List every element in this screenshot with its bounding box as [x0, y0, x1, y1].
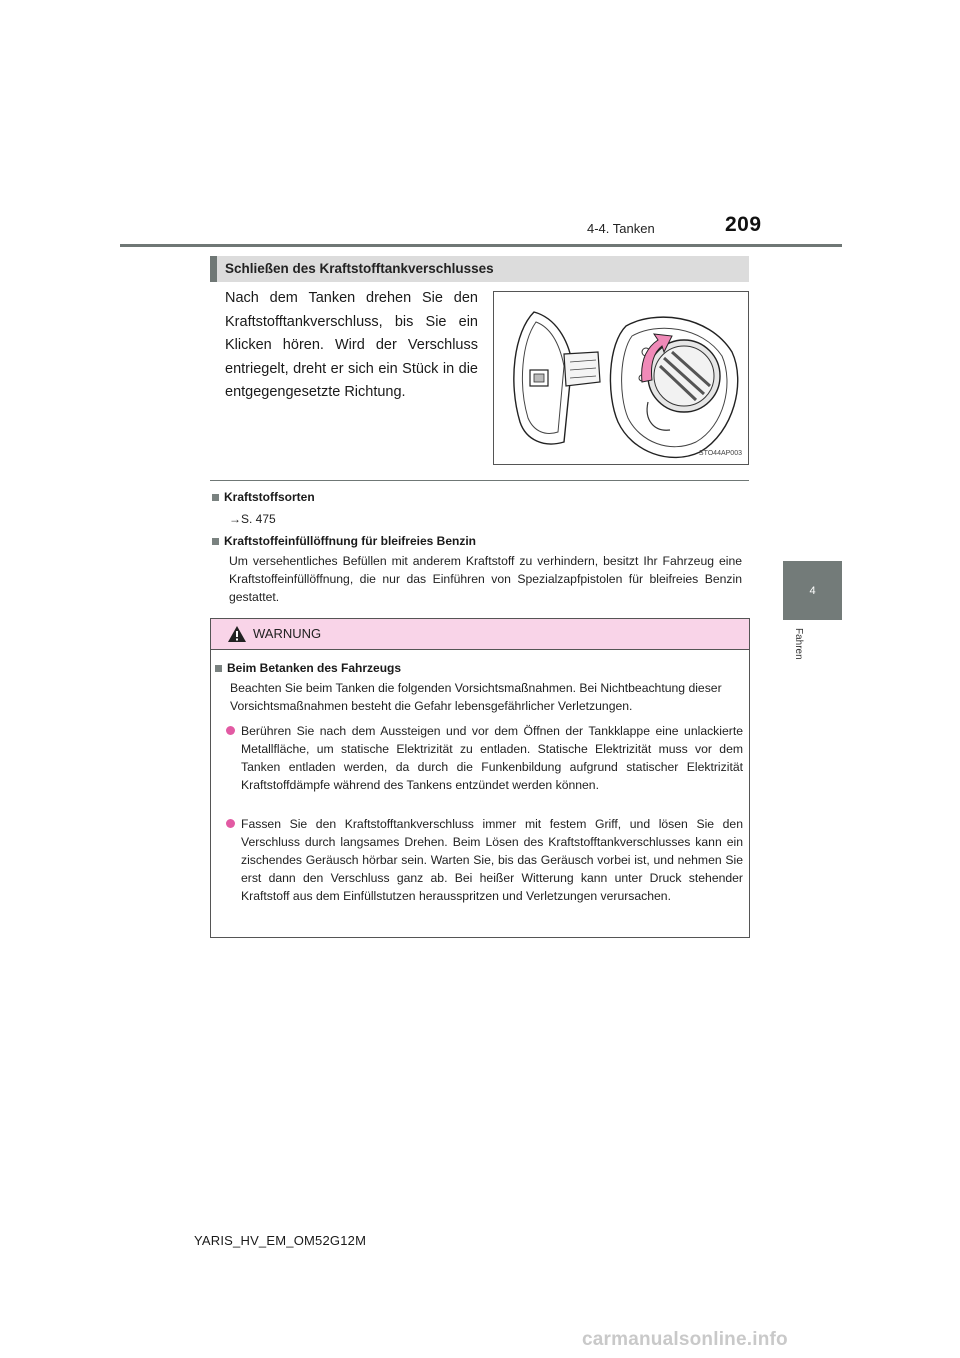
note-title-text: Kraftstoffeinfüllöffnung für bleifreies Benzin: [224, 534, 476, 548]
page-number: 209: [725, 213, 762, 236]
section-heading: Schließen des Kraftstofftankverschlusses: [210, 256, 749, 282]
chapter-number: 4: [809, 584, 816, 597]
page-reference-link[interactable]: →S. 475: [229, 512, 276, 526]
bullet-dot-icon: [226, 726, 235, 735]
warning-title: WARNUNG: [253, 626, 322, 641]
warning-subtitle-text: Beim Betanken des Fahrzeugs: [227, 661, 402, 675]
square-bullet-icon: [212, 538, 219, 545]
section-divider: [210, 480, 749, 481]
figure-code: STO44AP003: [698, 450, 742, 457]
warning-bullet: [226, 722, 743, 794]
square-bullet-icon: [212, 494, 219, 501]
section-label: 4-4. Tanken: [587, 221, 655, 236]
chapter-name: Fahren: [793, 628, 804, 660]
fuel-cap-illustration: [494, 292, 748, 464]
chapter-tab: [783, 561, 842, 620]
intro-paragraph: Nach dem Tanken drehen Sie den Kraftstofftankverschluss, bis Sie ein Klicken hören. Wird der Verschluss entriegelt, dreht er sich ein Stück in die entgegengesetzte Richtung.: [225, 290, 478, 400]
note-title: [212, 490, 315, 504]
document-code: YARIS_HV_EM_OM52G12M: [194, 1233, 367, 1248]
note-body: Um versehentliches Befüllen mit anderem Kraftstoff zu verhindern, besitzt Ihr Fahrzeug eine Kraftstoffeinfüllöffnung, die nur das Einführen von Spezialzapfpistolen für bleifreies Benzin gestattet.: [229, 554, 742, 604]
bullet-dot-icon: [226, 819, 235, 828]
warning-bullet-text: Fassen Sie den Kraftstofftankverschluss immer mit festem Griff, und lösen Sie den Verschluss durch langsames Drehen. Beim Lösen des Kraftstofftankverschlusses kann ein zischendes Geräusch hörbar sein. Warten Sie, bis das Geräusch vorbei ist, und nehmen Sie erst dann den Verschluss ganz ab. Bei heißer Witterung kann unter Druck stehender Kraftstoff aus dem Einfüllstutzen herausspritzen und Verletzungen verursachen.: [241, 817, 743, 903]
warning-bullet-text: Berühren Sie nach dem Aussteigen und vor dem Öffnen der Tankklappe eine unlackierte Metallfläche, um statische Elektrizität zu entladen. Statische Elektrizität muss vor dem Tanken entladen werden, da durch die Funkenbildung aufgrund statischer Elektrizität Kraftstoffdämpfe während des Tankens entzündet werden können.: [241, 724, 743, 792]
warning-header: [211, 619, 749, 650]
fuel-cap-figure: [493, 291, 749, 465]
square-bullet-icon: [215, 665, 222, 672]
warning-triangle-icon: [227, 625, 247, 643]
warning-bullet: [226, 815, 743, 905]
watermark: carmanualsonline.info: [582, 1329, 788, 1350]
header-divider: [120, 244, 842, 247]
warning-box: [210, 618, 750, 938]
warning-subtitle: [215, 661, 401, 675]
note-title-text: Kraftstoffsorten: [224, 490, 315, 504]
warning-intro: Beachten Sie beim Tanken die folgenden Vorsichtsmaßnahmen. Bei Nichtbeachtung dieser Vorsichtsmaßnahmen besteht die Gefahr lebensgefährlicher Verletzungen.: [230, 681, 722, 713]
note-title: [212, 534, 476, 548]
